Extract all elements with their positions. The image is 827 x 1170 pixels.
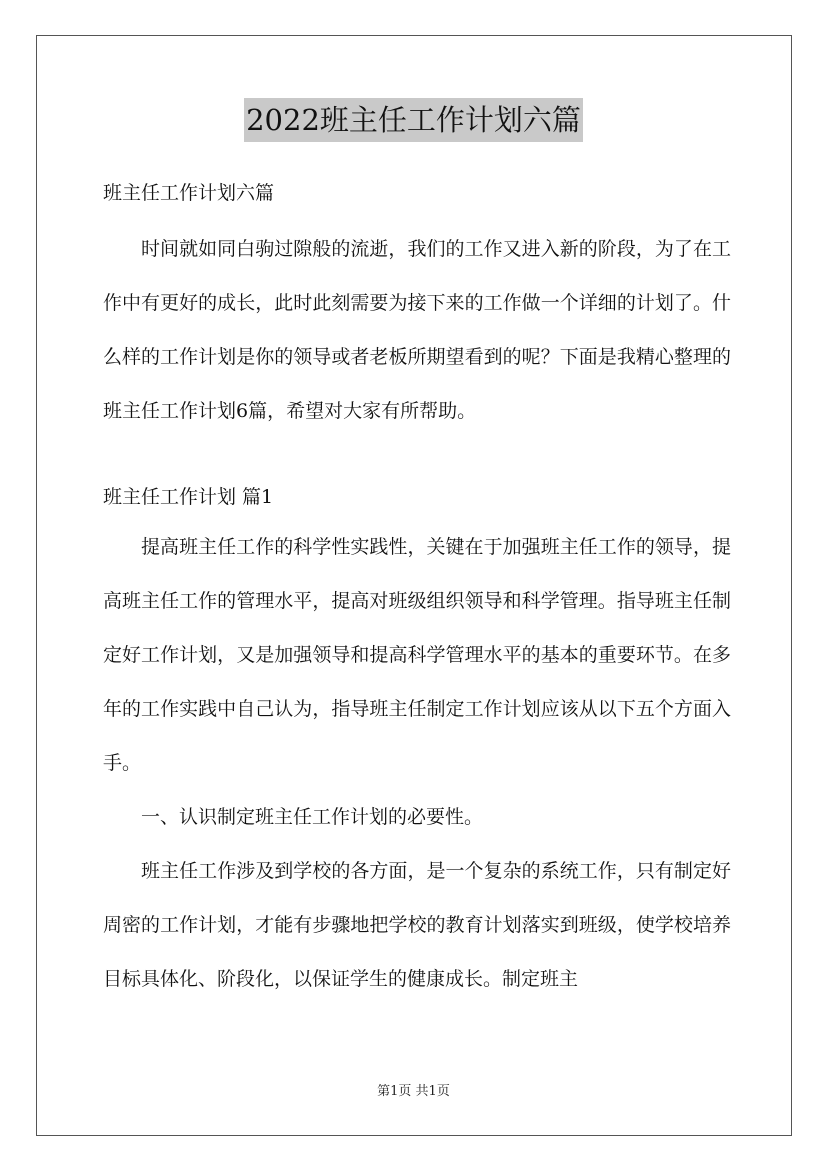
section-paragraph-1: 提高班主任工作的科学性实践性，关键在于加强班主任工作的领导，提高班主任工作的管理水平，提高对班级组织领导和科学管理。指导班主任制定好工作计划，又是加强领导和提高科学管理水平的基本的重要环节。在多年的工作实践中自己认为，指导班主任制定工作计划应该从以下五个方面入手。	[103, 536, 731, 774]
page-footer: 第1页 共1页	[377, 1084, 450, 1099]
title-container	[0, 98, 827, 142]
spacer	[103, 438, 731, 476]
document-title: 2022班主任工作计划六篇	[244, 98, 583, 142]
intro-paragraph: 时间就如同白驹过隙般的流逝，我们的工作又进入新的阶段，为了在工作中有更好的成长，此时此刻需要为接下来的工作做一个详细的计划了。什么样的工作计划是你的领导或者老板所期望看到的呢？下面是我精心整理的班主任工作计划6篇，希望对大家有所帮助。	[103, 238, 731, 422]
section-title: 班主任工作计划 篇1	[103, 486, 274, 508]
list-item-1: 一、认识制定班主任工作计划的必要性。	[141, 806, 484, 828]
section-paragraph-2: 班主任工作涉及到学校的各方面，是一个复杂的系统工作，只有制定好周密的工作计划，才能有步骤地把学校的教育计划落实到班级，使学校培养目标具体化、阶段化，以保证学生的健康成长。制定班主	[103, 860, 731, 990]
document-subtitle: 班主任工作计划六篇	[103, 182, 275, 204]
document-body	[103, 172, 731, 1006]
